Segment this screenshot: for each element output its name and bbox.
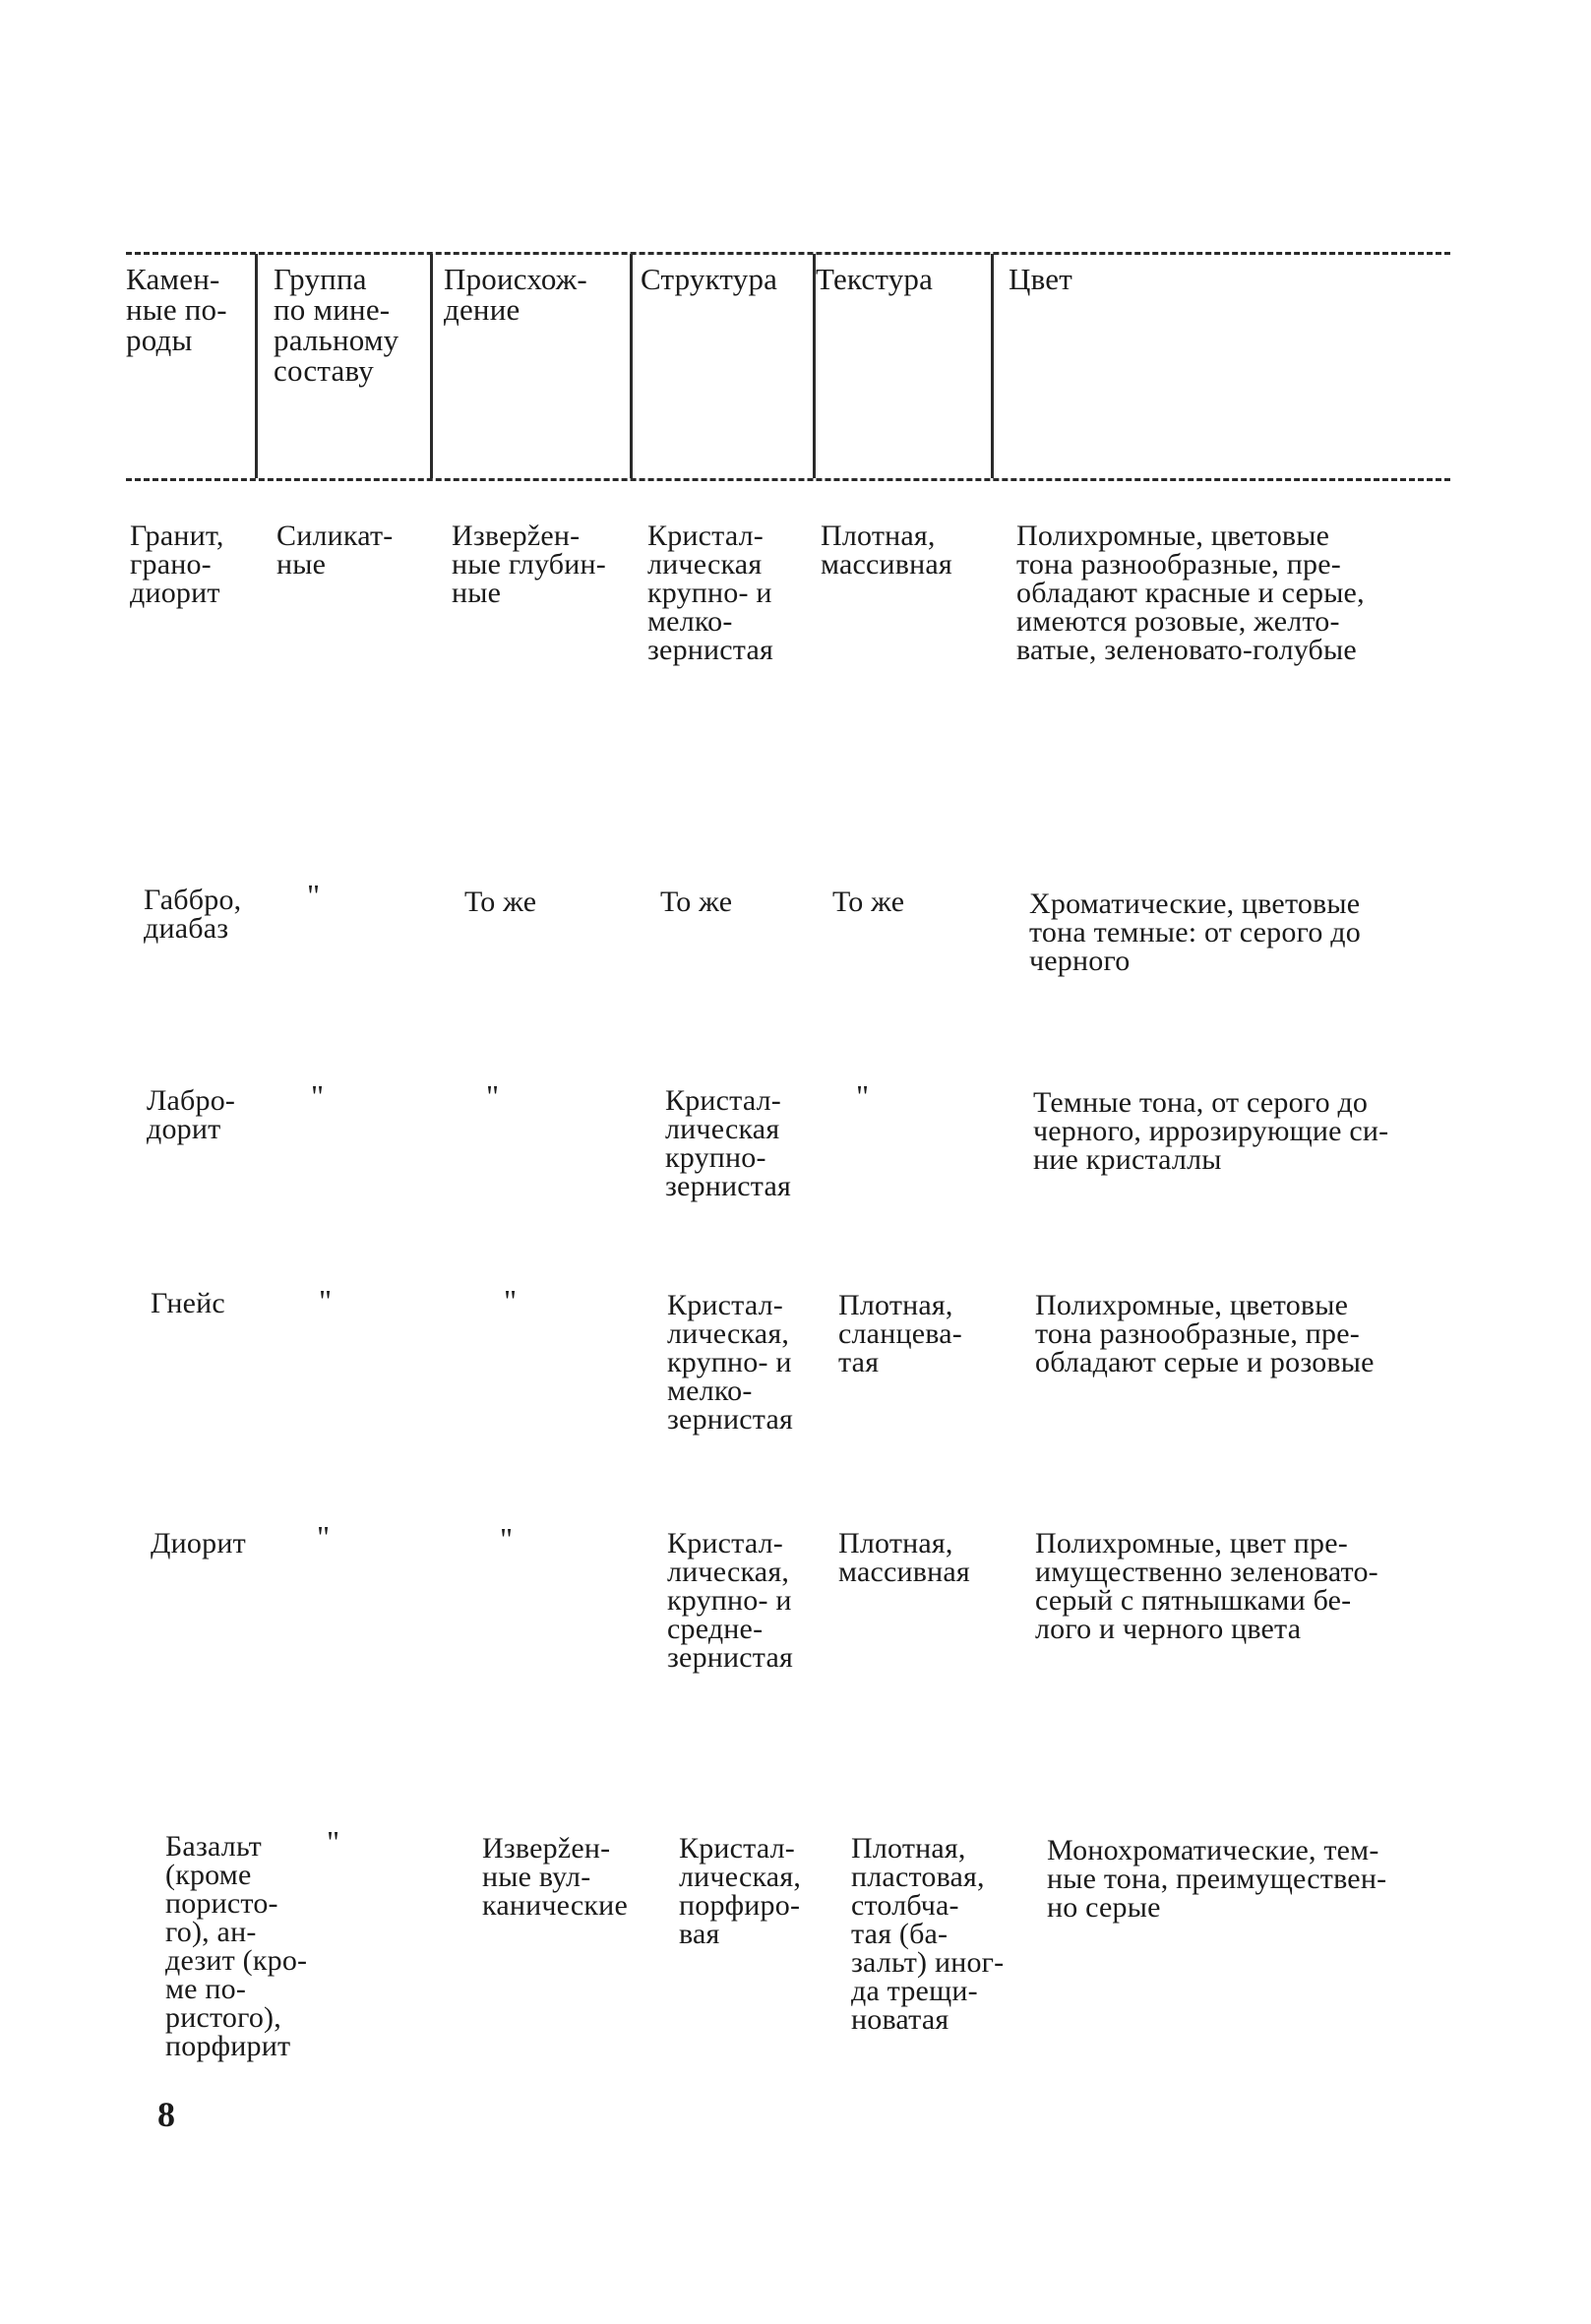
table-row-4-rock: Гнейс bbox=[151, 1287, 225, 1319]
table-row-4-group: " bbox=[319, 1283, 333, 1318]
table-row-2-group: " bbox=[307, 878, 321, 913]
table-row-6-color: Монохроматические, тем- ные тона, преимуществен- но серые bbox=[1047, 1834, 1387, 1924]
table-row-3-rock: Лабро- дорит bbox=[147, 1084, 236, 1145]
column-divider bbox=[430, 254, 433, 478]
table-row-1-origin: Изверžен- ные глубин- ные bbox=[452, 520, 606, 609]
table-row-2-structure: То же bbox=[660, 886, 733, 918]
page-number: 8 bbox=[157, 2095, 175, 2134]
header-origin: Происхож- дение bbox=[444, 262, 587, 327]
header-texture: Текстура bbox=[816, 262, 934, 296]
table-row-5-texture: Плотная, массивная bbox=[838, 1527, 970, 1588]
table-row-5-origin: " bbox=[500, 1521, 514, 1557]
table-row-2-color: Хроматические, цветовые тона темные: от серого до черного bbox=[1029, 887, 1361, 977]
table-row-3-texture: " bbox=[856, 1078, 870, 1114]
table-row-6-texture: Плотная, пластовая, столбча- тая (ба- зальт) иног- да трещи- новатая bbox=[851, 1832, 1005, 2036]
table-row-4-texture: Плотная, сланцева- тая bbox=[838, 1289, 962, 1378]
table-row-6-structure: Кристал- лическая, порфиро- вая bbox=[679, 1832, 802, 1950]
header-bottom-rule bbox=[126, 478, 1450, 481]
table-row-6-origin: Изверžен- ные вул- канические bbox=[482, 1832, 628, 1922]
table-row-5-group: " bbox=[317, 1519, 331, 1555]
table-row-2-origin: То же bbox=[464, 886, 537, 918]
table-row-6-group: " bbox=[327, 1824, 340, 1860]
table-row-5-structure: Кристал- лическая, крупно- и средне- зернистая bbox=[667, 1527, 793, 1674]
table-row-4-color: Полихромные, цветовые тона разнообразные, пре- обладают серые и розовые bbox=[1035, 1289, 1375, 1378]
table-row-3-color: Темные тона, от серого до черного, иррозирующие си- ние кристаллы bbox=[1033, 1086, 1389, 1176]
column-divider bbox=[630, 254, 633, 478]
table-row-5-rock: Диорит bbox=[151, 1527, 246, 1560]
table-row-1-group: Силикат- ные bbox=[276, 520, 394, 581]
table-row-5-color: Полихромные, цвет пре- имущественно зеленовато- серый с пятнышками бе- лого и черного цвета bbox=[1035, 1527, 1378, 1645]
table-row-2-rock: Габбро, диабаз bbox=[144, 884, 242, 945]
table-row-1-rock: Гранит, грано- диорит bbox=[130, 520, 224, 609]
header-structure: Структура bbox=[641, 262, 778, 296]
column-divider bbox=[991, 254, 994, 478]
table-row-3-structure: Кристал- лическая крупно- зернистая bbox=[665, 1084, 791, 1202]
table-row-3-origin: " bbox=[486, 1078, 500, 1114]
table-row-1-structure: Кристал- лическая крупно- и мелко- зернистая bbox=[647, 520, 773, 666]
header-mineral-group: Группа по мине- ральному составу bbox=[274, 262, 399, 388]
header-color: Цвет bbox=[1009, 262, 1072, 296]
table-top-rule bbox=[126, 252, 1450, 255]
table-row-1-texture: Плотная, массивная bbox=[821, 520, 952, 581]
column-divider bbox=[255, 254, 258, 478]
table-row-2-texture: То же bbox=[832, 886, 905, 918]
table-row-4-structure: Кристал- лическая, крупно- и мелко- зернистая bbox=[667, 1289, 793, 1436]
table-row-3-group: " bbox=[311, 1078, 325, 1114]
header-rocks: Камен- ные по- роды bbox=[126, 262, 227, 357]
table-row-4-origin: " bbox=[504, 1283, 518, 1318]
table-row-6-rock: Базальт (кроме пористо- го), ан- дезит (кро- ме по- ристого), порфирит bbox=[165, 1830, 308, 2062]
table-row-1-color: Полихромные, цветовые тона разнообразные, пре- обладают красные и серые, имеются розовые, желто- ватые, зеленовато-голубые bbox=[1016, 520, 1365, 666]
